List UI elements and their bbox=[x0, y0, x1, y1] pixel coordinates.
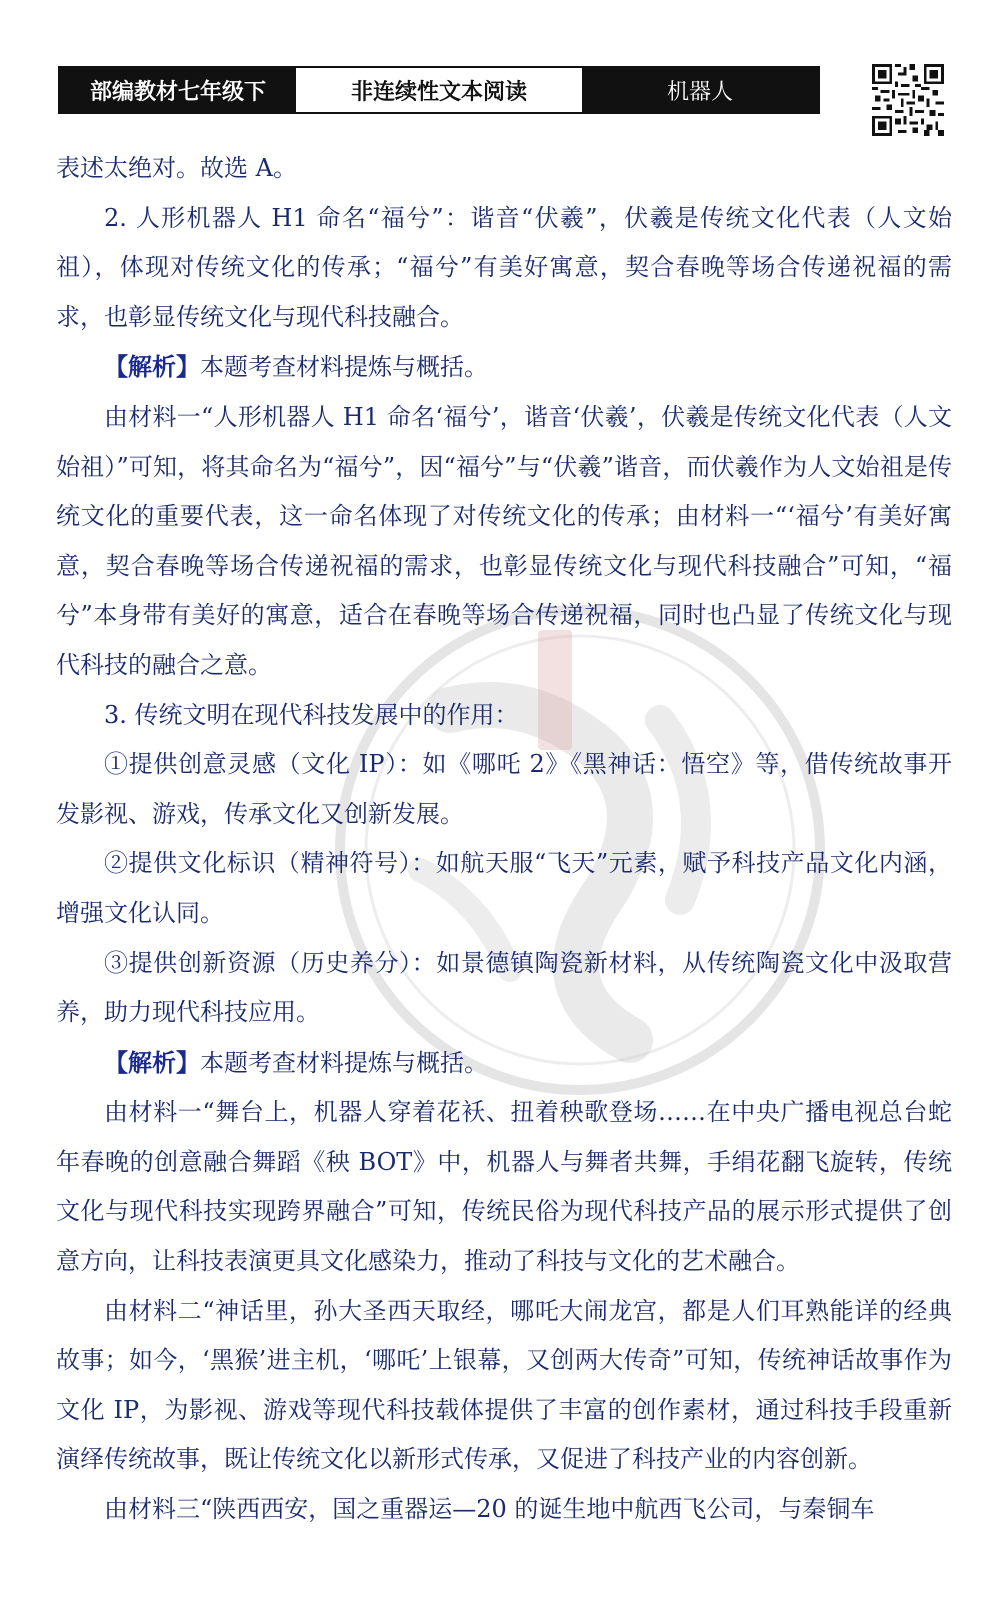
paragraph: 表述太绝对。故选 A。 bbox=[56, 154, 297, 182]
header-topic: 非连续性文本阅读 bbox=[296, 68, 582, 112]
analysis-paragraph bbox=[56, 1038, 952, 1089]
answer-point: ②提供文化标识（精神符号）：如航天服“飞天”元素，赋予科技产品文化内涵，增强文化认同。 bbox=[56, 849, 952, 927]
analysis-paragraph bbox=[56, 342, 952, 393]
answer-point: ①提供创意灵感（文化 IP）：如《哪吒 2》《黑神话：悟空》等，借传统故事开发影视、游戏，传承文化又创新发展。 bbox=[56, 750, 952, 828]
paragraph: 由材料二“神话里，孙大圣西天取经，哪吒大闹龙宫，都是人们耳熟能详的经典故事；如今，‘黑猴’进主机，‘哪吒’上银幕，又创两大传奇”可知，传统神话故事作为文化 IP，为影视、游戏等现代科技载体提供了丰富的创作素材，通过科技手段重新演绎传统故事，既让传统文化以新形式传承，又促进了科技产业的内容创新。 bbox=[56, 1296, 952, 1474]
header-bar bbox=[58, 66, 820, 114]
qr-code-icon bbox=[872, 64, 944, 136]
analysis-tag: 【解析】 bbox=[104, 352, 200, 382]
paragraph: 由材料三“陕西西安，国之重器运—20 的诞生地中航西飞公司，与秦铜车 bbox=[104, 1495, 875, 1524]
answer-content bbox=[56, 144, 952, 1535]
paragraph: 由材料一“人形机器人 H1 命名‘福兮’，谐音‘伏羲’，伏羲是传统文化代表（人文始祖）”可知，将其命名为“福兮”，因“福兮”与“伏羲”谐音，而伏羲作为人文始祖是传统文化的重要代表，这一命名体现了对传统文化的传承；由材料一“‘福兮’有美好寓意，契合春晚等场合传递祝福的需求，也彰显传统文化与现代科技融合”可知，“福兮”本身带有美好的寓意，适合在春晚等场合传递祝福，同时也凸显了传统文化与现代科技的融合之意。 bbox=[56, 402, 952, 679]
paragraph: 由材料一“舞台上，机器人穿着花袄、扭着秧歌登场……在中央广播电视总台蛇年春晚的创意融合舞蹈《秧 BOT》中，机器人与舞者共舞，手绢花翻飞旋转，传统文化与现代科技实现跨界融合”可知，传统民俗为现代科技产品的展示形式提供了创意方向，让科技表演更具文化感染力，推动了科技与文化的艺术融合。 bbox=[56, 1098, 952, 1276]
paragraph: 2. 人形机器人 H1 命名“福兮”：谐音“伏羲”，伏羲是传统文化代表（人文始祖），体现对传统文化的传承；“福兮”有美好寓意，契合春晚等场合传递祝福的需求，也彰显传统文化与现代科技融合。 bbox=[56, 203, 952, 331]
header-title: 机器人 bbox=[582, 68, 818, 112]
analysis-text: 本题考查材料提炼与概括。 bbox=[200, 353, 488, 382]
answer-point: ③提供创新资源（历史养分）：如景德镇陶瓷新材料，从传统陶瓷文化中汲取营养，助力现代科技应用。 bbox=[56, 948, 952, 1027]
analysis-tag: 【解析】 bbox=[104, 1047, 200, 1077]
analysis-text: 本题考查材料提炼与概括。 bbox=[200, 1048, 488, 1077]
question-heading: 3. 传统文明在现代科技发展中的作用： bbox=[104, 700, 519, 729]
header-textbook: 部编教材七年级下 bbox=[60, 68, 296, 112]
